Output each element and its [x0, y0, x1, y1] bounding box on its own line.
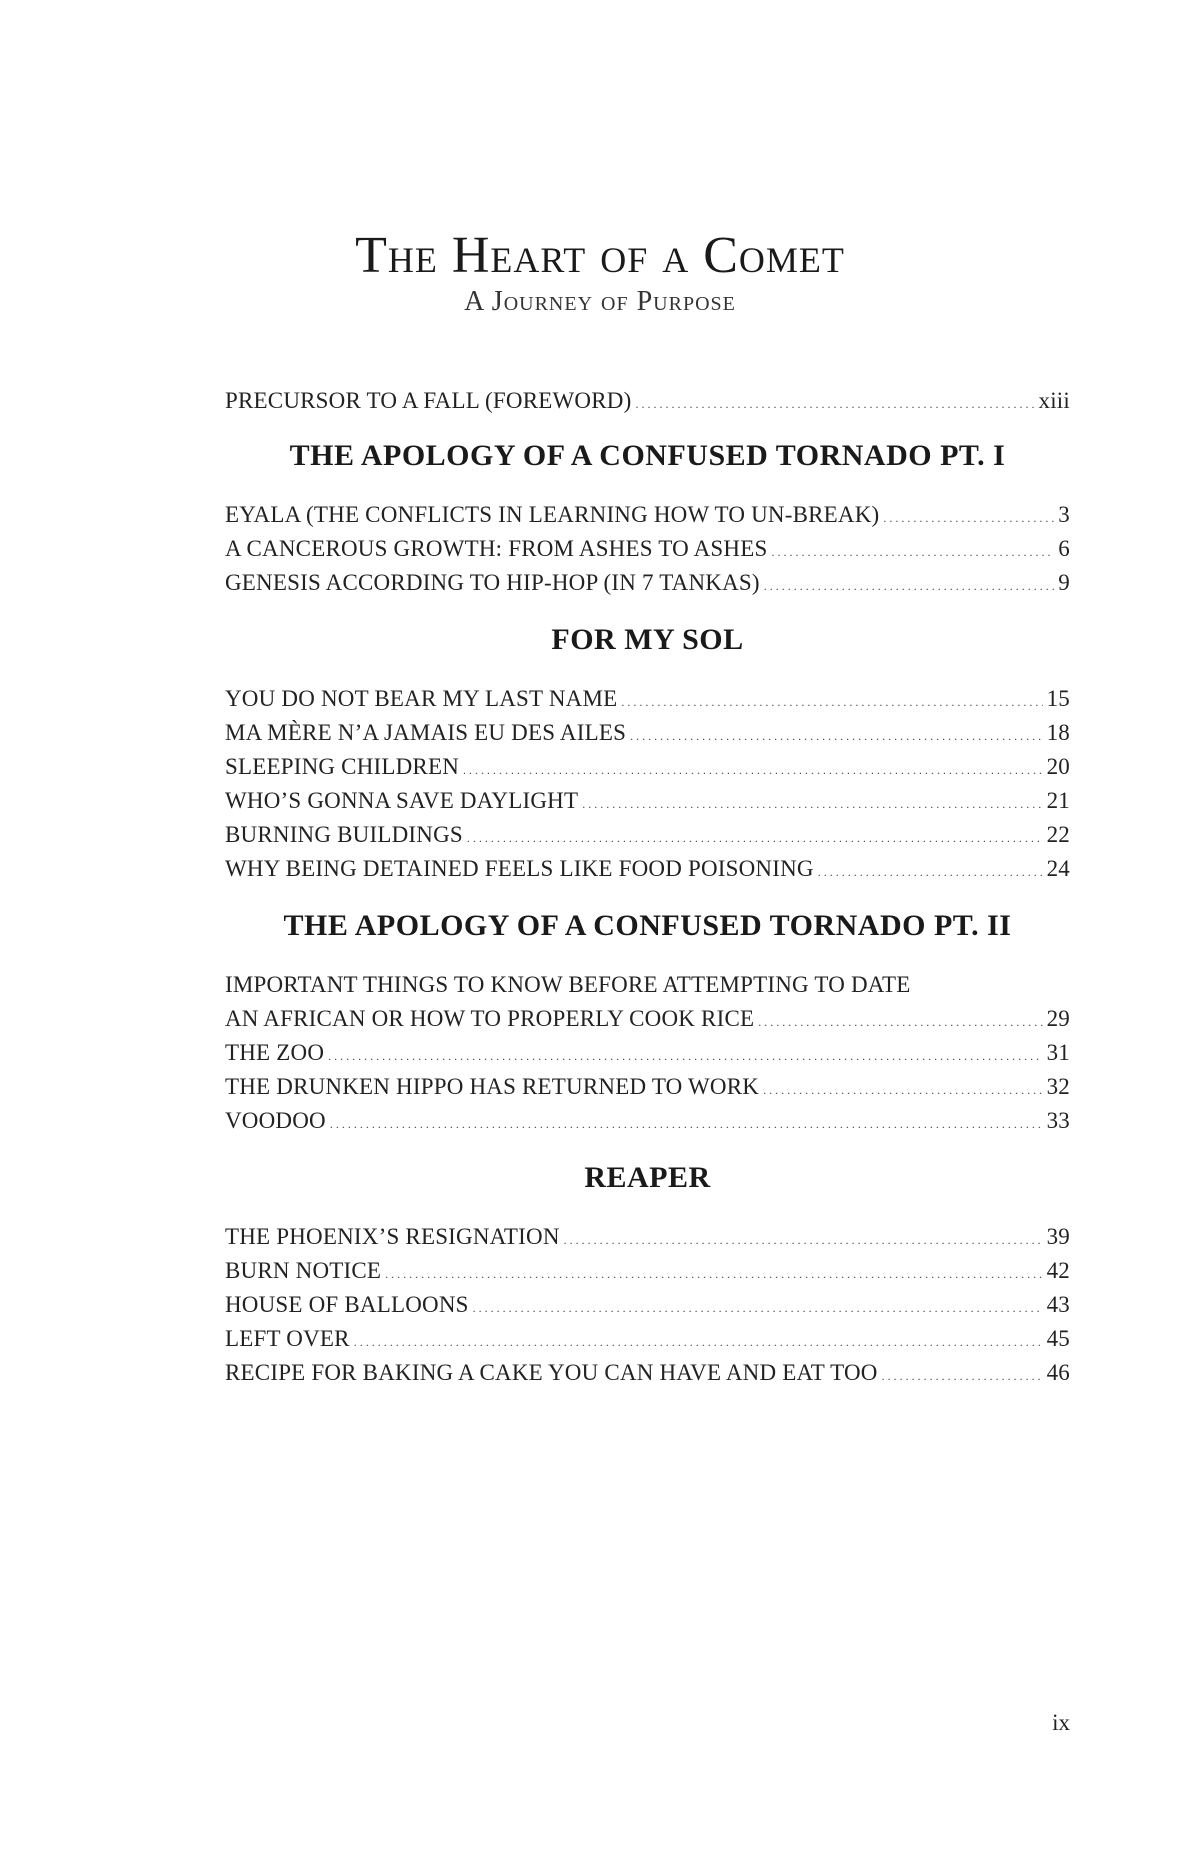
toc-entry-title: RECIPE FOR BAKING A CAKE YOU CAN HAVE AND EAT TOO [225, 1360, 878, 1385]
toc-entry-foreword [225, 388, 1070, 422]
toc-entry-page: 6 [1058, 536, 1070, 561]
toc-entry [225, 754, 1070, 788]
toc-entry-title: MA MÈRE N’A JAMAIS EU DES AILES [225, 720, 627, 745]
toc-entry-page: 42 [1046, 1258, 1070, 1283]
toc-entry-title: BURNING BUILDINGS [225, 822, 463, 847]
section-heading: THE APOLOGY OF A CONFUSED TORNADO PT. I [289, 439, 1006, 472]
toc-entry-title: PRECURSOR TO A FALL (FOREWORD) [225, 388, 632, 413]
toc-entry-page: 18 [1046, 720, 1070, 745]
toc-entry [225, 686, 1070, 720]
dot-leader [564, 1224, 1043, 1250]
toc-entry-page: 21 [1046, 788, 1070, 813]
toc-entry-title: THE PHOENIX’S RESIGNATION [225, 1224, 560, 1249]
toc-entry-title: VOODOO [225, 1108, 326, 1133]
toc-entry-title: WHY BEING DETAINED FEELS LIKE FOOD POISONING [225, 856, 814, 881]
toc-entry-page: 31 [1046, 1040, 1070, 1065]
toc-entry-page: xiii [1038, 388, 1070, 413]
toc-entry-page: 22 [1046, 822, 1070, 847]
title-block [0, 228, 1200, 318]
toc-entry-page: 24 [1046, 856, 1070, 881]
toc-entry [225, 1040, 1070, 1074]
toc-entry-title: HOUSE OF BALLOONS [225, 1292, 469, 1317]
dot-leader [328, 1040, 1042, 1066]
dot-leader [621, 686, 1042, 712]
dot-leader [630, 720, 1043, 746]
dot-leader [763, 1074, 1043, 1100]
toc-entry-page: 33 [1046, 1108, 1070, 1133]
table-of-contents [225, 388, 1070, 1394]
dot-leader [354, 1326, 1043, 1352]
toc-entry-title: EYALA (THE CONFLICTS IN LEARNING HOW TO UN-BREAK) [225, 502, 880, 527]
dot-leader [330, 1108, 1043, 1134]
toc-entry [225, 788, 1070, 822]
dot-leader [385, 1258, 1042, 1284]
toc-entry-title: BURN NOTICE [225, 1258, 382, 1283]
toc-entry [225, 1258, 1070, 1292]
toc-entry [225, 856, 1070, 890]
toc-entry-title: GENESIS ACCORDING TO HIP-HOP (IN 7 TANKAS) [225, 570, 760, 595]
toc-entry-page: 29 [1046, 1006, 1070, 1031]
toc-entry [225, 1326, 1070, 1360]
page-number: ix [1052, 1710, 1070, 1735]
dot-leader [582, 788, 1042, 814]
toc-entry [225, 1006, 1070, 1040]
dot-leader [771, 536, 1054, 562]
book-title: The Heart of a Comet [355, 227, 845, 284]
toc-entry [225, 822, 1070, 856]
toc-entry-title: A CANCEROUS GROWTH: FROM ASHES TO ASHES [225, 536, 768, 561]
dot-leader [882, 1360, 1043, 1386]
toc-entry-page: 46 [1046, 1360, 1070, 1385]
toc-entry [225, 1108, 1070, 1142]
toc-entry-page: 9 [1058, 570, 1070, 595]
dot-leader [883, 502, 1054, 528]
toc-entry [225, 1292, 1070, 1326]
toc-entry-page: 43 [1046, 1292, 1070, 1317]
toc-entry [225, 1360, 1070, 1394]
toc-entry-line1 [225, 972, 1070, 1006]
section-heading: REAPER [584, 1161, 711, 1194]
toc-entry [225, 570, 1070, 604]
toc-entry-page: 32 [1046, 1074, 1070, 1099]
toc-entry-title: LEFT OVER [225, 1326, 350, 1351]
toc-entry-title: THE DRUNKEN HIPPO HAS RETURNED TO WORK [225, 1074, 760, 1099]
toc-entry-page: 20 [1046, 754, 1070, 779]
toc-entry-title: WHO’S GONNA SAVE DAYLIGHT [225, 788, 579, 813]
toc-entry [225, 720, 1070, 754]
dot-leader [818, 856, 1043, 882]
book-subtitle: A Journey of Purpose [464, 286, 736, 317]
toc-entry-page: 45 [1046, 1326, 1070, 1351]
dot-leader [635, 388, 1034, 414]
toc-entry-title: YOU DO NOT BEAR MY LAST NAME [225, 686, 618, 711]
dot-leader [764, 570, 1055, 596]
toc-entry-title: AN AFRICAN OR HOW TO PROPERLY COOK RICE [225, 1006, 755, 1031]
toc-entry-title: SLEEPING CHILDREN [225, 754, 460, 779]
dot-leader [467, 822, 1043, 848]
toc-entry-page: 15 [1046, 686, 1070, 711]
section-heading: FOR MY SOL [551, 623, 744, 656]
toc-entry [225, 1224, 1070, 1258]
toc-entry-page: 3 [1058, 502, 1070, 527]
dot-leader [463, 754, 1043, 780]
dot-leader [758, 1006, 1042, 1032]
toc-entry-title-line1: IMPORTANT THINGS TO KNOW BEFORE ATTEMPTING TO DATE [225, 972, 911, 997]
toc-entry-title: THE ZOO [225, 1040, 325, 1065]
toc-entry [225, 502, 1070, 536]
toc-entry [225, 536, 1070, 570]
toc-entry [225, 1074, 1070, 1108]
section-heading: THE APOLOGY OF A CONFUSED TORNADO PT. II [283, 909, 1012, 942]
dot-leader [473, 1292, 1043, 1318]
toc-entry-page: 39 [1046, 1224, 1070, 1249]
